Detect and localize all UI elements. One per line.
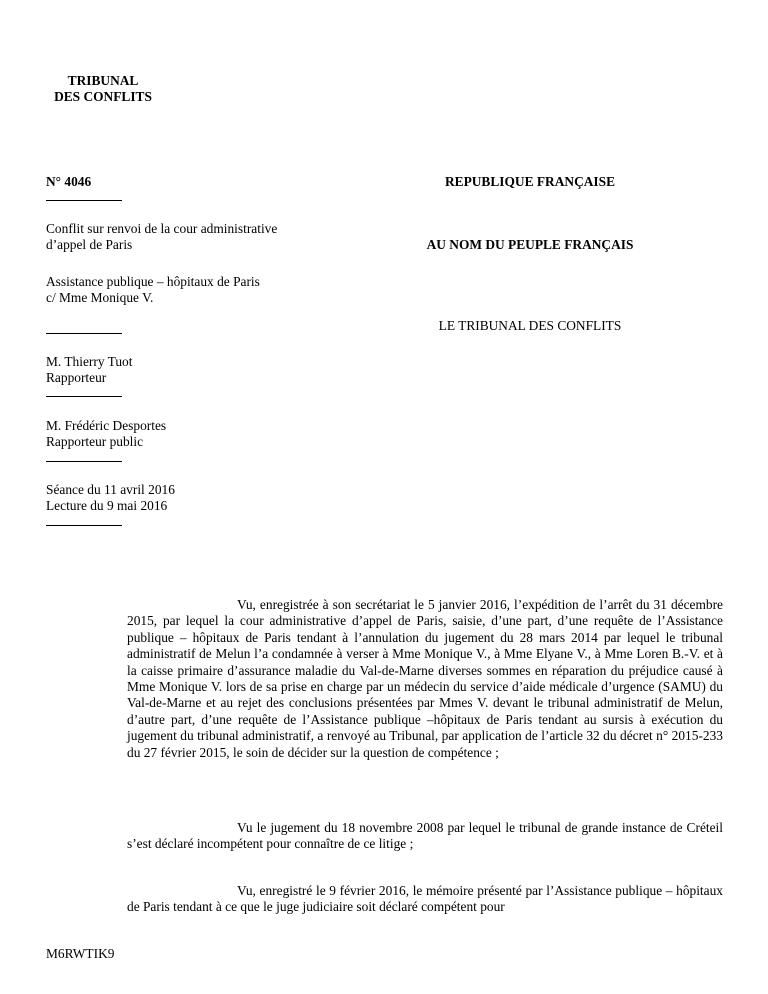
separator-rule [46, 461, 122, 462]
in-the-name-heading: AU NOM DU PEUPLE FRANÇAIS [426, 237, 634, 252]
separator-rule [46, 333, 122, 334]
rapporteur-role: Rapporteur [46, 370, 107, 385]
court-name-line1: TRIBUNAL [67, 73, 139, 88]
tribunal-heading: LE TRIBUNAL DES CONFLITS [438, 318, 622, 333]
body-paragraph-1: Vu, enregistrée à son secrétariat le 5 janvier 2016, l’expédition de l’arrêt du 31 décembre 2015, par lequel la cour administrative d’appel de Paris, saisie, d’une part, d’une requête de l’Assistance publique – hôpitaux de Paris tendant à l’annulation du jugement du 28 mars 2014 par lequel le tribunal administratif de Melun l’a condamnée à verser à Mme Monique V., à Mme Elyane V., à Mme Loren B.-V. et à la caisse primaire d’assurance maladie du Val-de-Marne diverses sommes en réparation du préjudice causé à Mme Monique V. lors de sa prise en charge par un médecin du service d’aide médicale d’urgence (SAMU) du Val-de-Marne et au rejet des conclusions présentées par Mmes V. devant le tribunal administratif de Melun, d’autre part, d’une requête de l’Assistance publique –hôpitaux de Paris tendant au sursis à exécution du jugement du tribunal administratif, a renvoyé au Tribunal, par application de l’article 32 du décret n° 2015-233 du 27 février 2015, le soin de décider sur la question de compétence ; [127, 597, 723, 760]
separator-rule [46, 396, 122, 397]
referral-description: Conflit sur renvoi de la cour administrative d’appel de Paris [46, 221, 278, 253]
court-name-line2: DES CONFLITS [54, 89, 152, 105]
body-paragraph-3: Vu, enregistré le 9 février 2016, le mémoire présenté par l’Assistance publique – hôpitaux de Paris tendant à ce que le juge judiciaire soit déclaré compétent pour [127, 883, 723, 915]
court-name [48, 73, 158, 106]
separator-rule [46, 200, 122, 201]
case-number: N° 4046 [46, 174, 92, 189]
public-rapporteur-role: Rapporteur public [46, 434, 144, 449]
public-rapporteur-name: M. Frédéric Desportes [46, 418, 167, 433]
parties: Assistance publique – hôpitaux de Paris c/ Mme Monique V. [46, 274, 260, 306]
body-paragraph-2: Vu le jugement du 18 novembre 2008 par lequel le tribunal de grande instance de Créteil s’est déclaré incompétent pour connaître de ce litige ; [127, 820, 723, 852]
document-code: M6RWTIK9 [46, 946, 115, 961]
rapporteur-name: M. Thierry Tuot [46, 354, 133, 369]
separator-rule [46, 525, 122, 526]
hearing-date: Séance du 11 avril 2016 [46, 482, 175, 497]
republic-heading: REPUBLIQUE FRANÇAISE [444, 174, 615, 189]
reading-date: Lecture du 9 mai 2016 [46, 498, 168, 513]
